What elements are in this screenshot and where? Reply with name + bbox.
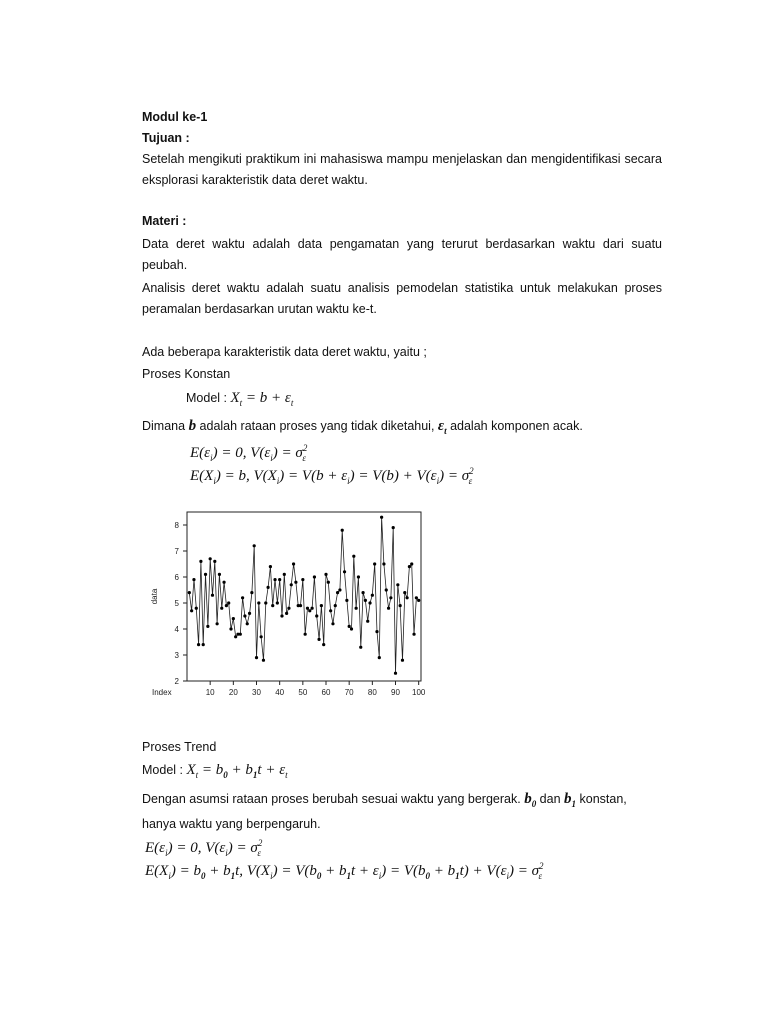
data-point [216, 622, 219, 625]
data-point [394, 672, 397, 675]
trend-desc-b0: $b_0$ [524, 791, 537, 809]
constant-desc-suffix: adalah komponen acak. [450, 419, 583, 433]
data-point [195, 607, 198, 610]
data-point [352, 555, 355, 558]
constant-model-line [186, 388, 293, 413]
trend-desc-suffix: konstan, hanya waktu yang berpengaruh. [142, 792, 627, 831]
data-point [220, 607, 223, 610]
data-point [209, 557, 212, 560]
data-point [276, 601, 279, 604]
data-point [401, 659, 404, 662]
data-point [375, 630, 378, 633]
objective-heading: Tujuan : [142, 131, 190, 145]
data-point [202, 643, 205, 646]
data-point [359, 646, 362, 649]
data-point [382, 562, 385, 565]
data-point [338, 588, 341, 591]
y-tick-label: 7 [174, 547, 179, 556]
data-point [250, 591, 253, 594]
y-tick-label: 4 [174, 625, 179, 634]
constant-desc-b: b [188, 418, 197, 434]
data-point [294, 581, 297, 584]
data-point [392, 526, 395, 529]
data-point [283, 573, 286, 576]
data-point [255, 656, 258, 659]
constant-model-label: Model : [186, 391, 227, 405]
trend-desc-and: dan [539, 792, 561, 806]
data-point [260, 635, 263, 638]
data-point [311, 607, 314, 610]
data-point [364, 599, 367, 602]
data-point [350, 627, 353, 630]
trend-desc-b1: $b_1$ [564, 791, 577, 809]
trend-model-formula: $X_t = b_0 + b_1t + \varepsilon_t$ [186, 762, 288, 780]
data-point [285, 612, 288, 615]
data-point [415, 596, 418, 599]
data-point [269, 565, 272, 568]
data-point [304, 633, 307, 636]
data-point [368, 601, 371, 604]
data-point [271, 604, 274, 607]
objective-text: Setelah mengikuti praktikum ini mahasiswa mampu menjelaskan dan mengidentifikasi secara eksplorasi karakteristik data deret waktu. [142, 152, 662, 187]
x-axis-label: Index [152, 688, 172, 697]
data-point [206, 625, 209, 628]
data-point [322, 643, 325, 646]
data-point [299, 604, 302, 607]
data-point [345, 599, 348, 602]
data-point [403, 591, 406, 594]
x-tick-label: 60 [321, 688, 331, 697]
data-point [301, 578, 304, 581]
data-point [280, 614, 283, 617]
material-para-1: Data deret waktu adalah data pengamatan yang terurut berdasarkan waktu dari suatu peubah. [142, 237, 662, 272]
trend-equation-2: $E(X_i) = b_0 + b_1t$, $V(X_i) = V(b_0 + b_1t + \varepsilon_i) = V(b_0 + b_1t) + V(\varepsilon_i) = \sigma^2_\varepsilon$ [145, 861, 544, 881]
data-point [380, 516, 383, 519]
trend-model-line [142, 760, 288, 785]
data-point [218, 573, 221, 576]
module-title: Modul ke-1 [142, 110, 208, 124]
data-point [239, 633, 242, 636]
data-point [188, 591, 191, 594]
data-point [336, 591, 339, 594]
x-tick-label: 20 [228, 688, 238, 697]
data-point [341, 529, 344, 532]
data-point [405, 596, 408, 599]
constant-model-formula: $X_t = b + \varepsilon_t$ [230, 390, 294, 408]
constant-desc-epsilon: $\varepsilon_t$ [437, 418, 447, 436]
x-tick-label: 70 [344, 688, 354, 697]
data-point [246, 622, 249, 625]
data-point [213, 560, 216, 563]
constant-desc-prefix: Dimana [142, 419, 186, 433]
data-point [355, 607, 358, 610]
constant-desc-middle: adalah rataan proses yang tidak diketahui, [199, 419, 435, 433]
data-point [262, 659, 265, 662]
x-tick-label: 10 [205, 688, 215, 697]
data-point [324, 573, 327, 576]
data-point [241, 596, 244, 599]
data-point [327, 581, 330, 584]
data-point [412, 633, 415, 636]
constant-process-title: Proses Konstan [142, 367, 231, 381]
data-point [292, 562, 295, 565]
data-point [334, 604, 337, 607]
data-point [410, 562, 413, 565]
data-point [366, 620, 369, 623]
x-tick-label: 90 [391, 688, 400, 697]
data-point [329, 609, 332, 612]
data-point [378, 656, 381, 659]
data-point [278, 578, 281, 581]
data-point [385, 588, 388, 591]
x-tick-label: 50 [298, 688, 308, 697]
data-point [227, 601, 230, 604]
x-tick-label: 80 [367, 688, 377, 697]
trend-equation-1: $E(\varepsilon_i) = 0$, $V(\varepsilon_i) = \sigma^2_\varepsilon$ [145, 838, 263, 858]
x-tick-label: 30 [252, 688, 261, 697]
data-point [266, 586, 269, 589]
data-point [343, 570, 346, 573]
plot-frame [187, 512, 421, 681]
data-point [315, 614, 318, 617]
data-point [373, 562, 376, 565]
y-tick-label: 6 [174, 573, 179, 582]
y-tick-label: 8 [174, 521, 179, 530]
data-point [396, 583, 399, 586]
data-point [264, 601, 267, 604]
trend-desc-prefix: Dengan asumsi rataan proses berubah sesuai waktu yang bergerak. [142, 792, 521, 806]
data-point [290, 583, 293, 586]
y-axis-label: data [150, 588, 159, 605]
data-point [408, 565, 411, 568]
data-point [331, 622, 334, 625]
constant-equation-2: $E(X_i) = b$, $V(X_i) = V(b + \varepsilon_i) = V(b) + V(\varepsilon_i) = \sigma^2_\varepsilon$ [190, 466, 474, 486]
x-tick-label: 100 [412, 688, 426, 697]
data-point [243, 614, 246, 617]
data-point [197, 643, 200, 646]
data-point [287, 607, 290, 610]
data-point [232, 617, 235, 620]
y-tick-label: 3 [174, 651, 179, 660]
data-point [190, 609, 193, 612]
data-point [308, 609, 311, 612]
data-point [320, 604, 323, 607]
data-point [317, 638, 320, 641]
trend-process-title: Proses Trend [142, 740, 217, 754]
data-point [192, 578, 195, 581]
trend-model-label: Model : [142, 763, 183, 777]
data-point [248, 612, 251, 615]
constant-desc [142, 416, 583, 441]
data-point [313, 575, 316, 578]
data-point [273, 578, 276, 581]
y-tick-label: 5 [174, 599, 179, 608]
characteristics-intro: Ada beberapa karakteristik data deret waktu, yaitu ; [142, 345, 427, 359]
data-point [199, 560, 202, 563]
data-point [387, 607, 390, 610]
data-point [348, 625, 351, 628]
constant-equation-1: $E(\varepsilon_i) = 0$, $V(\varepsilon_i) = \sigma^2_\varepsilon$ [190, 443, 308, 463]
data-point [225, 604, 228, 607]
x-tick-label: 40 [275, 688, 285, 697]
data-point [222, 581, 225, 584]
data-point [204, 573, 207, 576]
data-point [211, 594, 214, 597]
series-line [189, 517, 418, 673]
data-point [399, 604, 402, 607]
data-point [229, 627, 232, 630]
data-point [257, 601, 260, 604]
data-point [361, 591, 364, 594]
data-point [234, 635, 237, 638]
material-heading: Materi : [142, 214, 187, 228]
material-para-2: Analisis deret waktu adalah suatu analisis pemodelan statistika untuk melakukan proses peramalan berdasarkan urutan waktu ke-t. [142, 281, 662, 316]
data-point [371, 594, 374, 597]
data-point [306, 607, 309, 610]
constant-process-chart [145, 505, 445, 705]
y-tick-label: 2 [174, 677, 179, 686]
trend-desc [142, 789, 662, 834]
data-point [417, 599, 420, 602]
data-point [389, 596, 392, 599]
data-point [357, 575, 360, 578]
data-point [253, 544, 256, 547]
